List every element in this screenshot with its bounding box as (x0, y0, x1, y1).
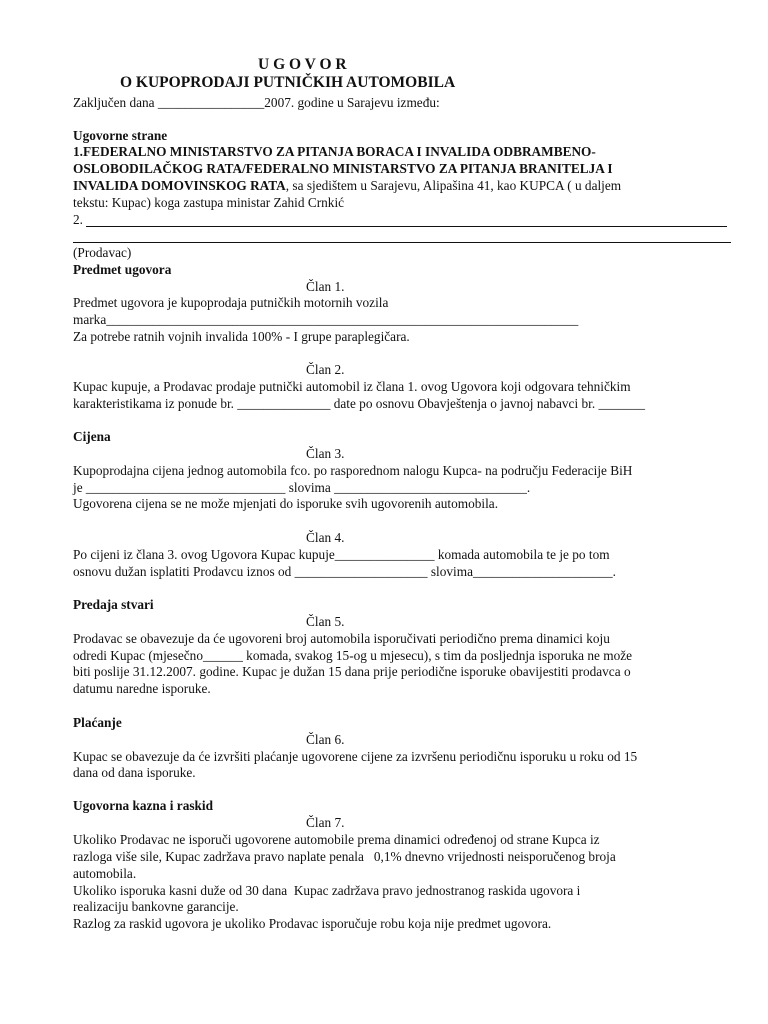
party1-line-4: tekstu: Kupac) koga zastupa ministar Zahid Crnkić (73, 195, 345, 210)
prodavac-label: (Prodavac) (73, 245, 132, 260)
article-3-line-2: je ______________________________ slovima _____________________________. (73, 480, 531, 495)
section-cijena: Cijena (73, 429, 111, 444)
article-4-label: Član 4. (306, 530, 345, 545)
section-predmet: Predmet ugovora (73, 262, 172, 277)
article-3-line-1: Kupoprodajna cijena jednog automobila fco. po rasporednom nalogu Kupca- na području Federacije BiH (73, 463, 633, 478)
article-3-label: Član 3. (306, 446, 345, 461)
party1-line-2: OSLOBODILAČKOG RATA/FEDERALNO MINISTARSTVO ZA PITANJA BRANITELJA I (73, 161, 613, 176)
article-7-line-2: razloga više sile, Kupac zadržava pravo naplate penala 0,1% dnevno vrijednosti neisporučenog broja (73, 849, 616, 864)
article-7-line-3: automobila. (73, 866, 137, 881)
article-1-line-1: Predmet ugovora je kupoprodaja putničkih motornih vozila (73, 295, 389, 310)
article-1-line-3: Za potrebe ratnih vojnih invalida 100% - I grupe paraplegičara. (73, 329, 410, 344)
article-2-line-2: karakteristikama iz ponude br. ______________ date po osnovu Obavještenja o javnoj nabavci br. _______ (73, 396, 646, 411)
article-6-line-1: Kupac se obavezuje da će izvršiti plaćanje ugovorene cijene za izvršenu periodičnu isporuku u roku od 15 (73, 749, 638, 764)
article-1-line-2: marka_______________________________________________________________________ (73, 312, 579, 327)
party2-number: 2. (73, 212, 83, 227)
party1-line-1: 1.FEDERALNO MINISTARSTVO ZA PITANJA BORACA I INVALIDA ODBRAMBENO- (73, 144, 596, 159)
title-line-1: U G O V O R (258, 56, 347, 73)
section-placanje: Plaćanje (73, 715, 122, 730)
article-2-label: Član 2. (306, 362, 345, 377)
article-4-line-1: Po cijeni iz člana 3. ovog Ugovora Kupac kupuje_______________ komada automobila te je po tom (73, 547, 610, 562)
article-1-label: Član 1. (306, 279, 345, 294)
section-kazna: Ugovorna kazna i raskid (73, 798, 214, 813)
article-5-label: Član 5. (306, 614, 345, 629)
article-7-line-5: realizaciju bankovne garancije. (73, 899, 239, 914)
article-7-line-1: Ukoliko Prodavac ne isporuči ugovorene automobile prema dinamici određenoj od strane Kupca iz (73, 832, 600, 847)
article-4-line-2: osnovu dužan isplatiti Prodavcu iznos od ____________________ slovima_____________________. (73, 564, 616, 579)
article-6-line-2: dana od dana isporuke. (73, 765, 196, 780)
party2-blank-line-2 (73, 242, 731, 243)
article-5-line-4: datumu naredne isporuke. (73, 681, 211, 696)
article-6-label: Član 6. (306, 732, 345, 747)
article-3-line-3: Ugovorena cijena se ne može mjenjati do isporuke svih ugovorenih automobila. (73, 496, 499, 511)
parties-heading: Ugovorne strane (73, 128, 168, 143)
article-7-line-6: Razlog za raskid ugovora je ukoliko Prodavac isporučuje robu koja nije predmet ugovora. (73, 916, 552, 931)
title-line-2: O KUPOPRODAJI PUTNIČKIH AUTOMOBILA (120, 74, 456, 91)
article-5-line-3: biti poslije 31.12.2007. godine. Kupac je dužan 15 dana prije periodične isporuke obavijestiti prodavca o (73, 664, 631, 679)
party1-name-end: INVALIDA DOMOVINSKOG RATA (73, 178, 286, 193)
article-2-line-1: Kupac kupuje, a Prodavac prodaje putnički automobil iz člana 1. ovog Ugovora koji odgovara tehničkim (73, 379, 631, 394)
section-predaja: Predaja stvari (73, 597, 154, 612)
party1-line-3 (73, 178, 621, 195)
article-5-line-1: Prodavac se obavezuje da će ugovoreni broj automobila isporučivati periodično prema dinamici koju (73, 631, 610, 646)
article-7-line-4: Ukoliko isporuka kasni duže od 30 dana Kupac zadržava pravo jednostranog raskida ugovora i (73, 883, 581, 898)
intro-line: Zaključen dana ________________2007. godine u Sarajevu između: (73, 95, 440, 110)
article-7-label: Član 7. (306, 815, 345, 830)
party1-address: , sa sjedištem u Sarajevu, Alipašina 41, kao KUPCA ( u daljem (285, 178, 622, 193)
article-5-line-2: odredi Kupac (mjesečno______ komada, svakog 15-og u mjesecu), s tim da posljednja isporuka ne može (73, 648, 633, 663)
party2-blank-line-1 (86, 226, 727, 227)
